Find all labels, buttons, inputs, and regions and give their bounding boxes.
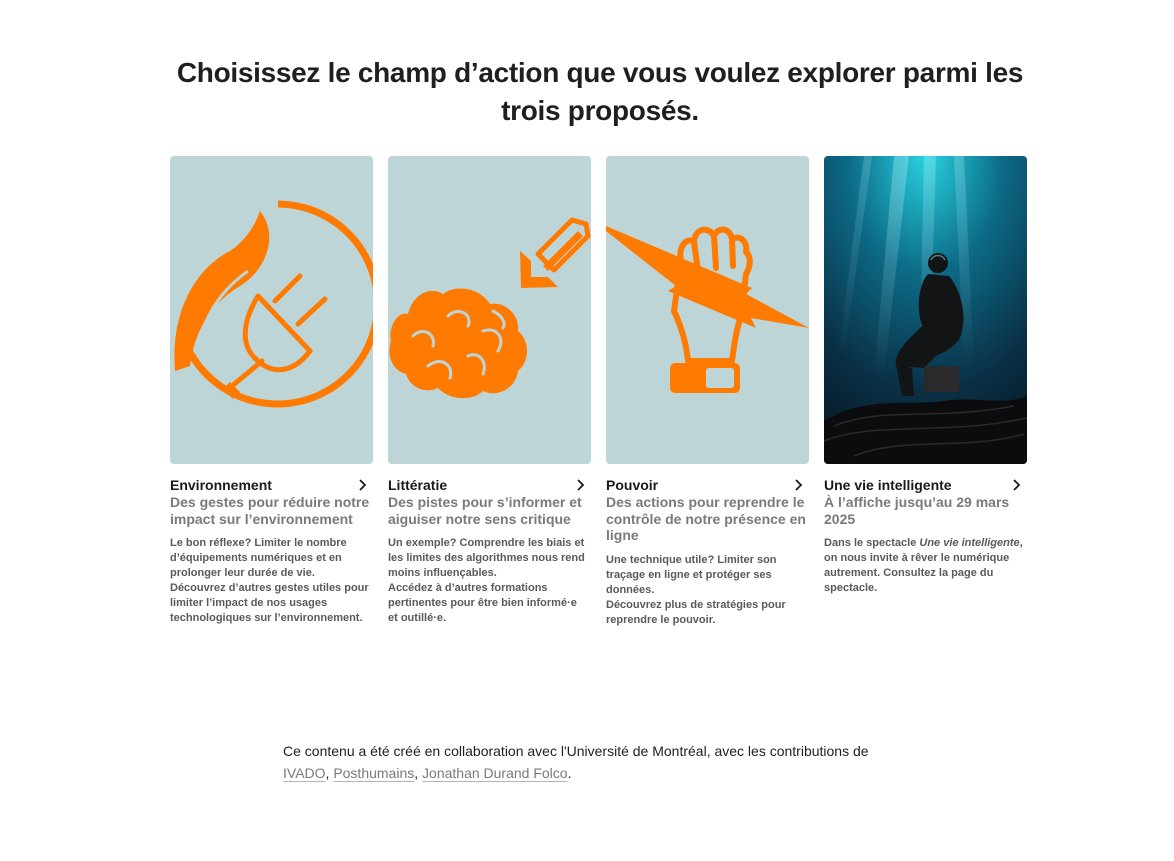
plug-leaf-icon xyxy=(170,156,373,464)
chevron-right-icon xyxy=(1012,478,1022,492)
card-litteratie[interactable] xyxy=(388,156,592,626)
card-subtitle: À l’affiche jusqu’au 29 mars 2025 xyxy=(824,494,1010,527)
credits-end: . xyxy=(567,765,572,781)
card-environnement[interactable] xyxy=(170,156,374,626)
card-link-environnement[interactable] xyxy=(170,477,374,527)
card-description xyxy=(824,536,1028,596)
chevron-right-icon xyxy=(358,478,368,492)
credit-link-jonathan-durand-folco[interactable]: Jonathan Durand Folco xyxy=(422,765,568,781)
card-text-post: , on nous invite à rêver le numérique autrement. Consultez la page du spectacle. xyxy=(824,537,1023,594)
card-link-pouvoir[interactable] xyxy=(606,477,810,544)
card-image-environnement[interactable] xyxy=(170,156,373,464)
card-text: Découvrez plus de stratégies pour reprendre le pouvoir. xyxy=(606,598,786,626)
page-heading: Choisissez le champ d’action que vous voulez explorer parmi les trois proposés. xyxy=(176,57,1024,126)
card-image-pouvoir[interactable] xyxy=(606,156,809,464)
credits xyxy=(283,740,923,784)
spectacle-title: Une vie intelligente xyxy=(919,537,1020,549)
credits-separator: , xyxy=(325,765,334,781)
card-pouvoir[interactable] xyxy=(606,156,810,628)
chevron-right-icon xyxy=(576,478,586,492)
action-cards xyxy=(170,156,1030,636)
brain-arrow-icon xyxy=(388,156,591,464)
chevron-right-icon xyxy=(794,478,804,492)
card-text: Découvrez d’autres gestes utiles pour limiter l’impact de nos usages technologiques sur l’environnement. xyxy=(170,582,369,624)
card-subtitle: Des gestes pour réduire notre impact sur l’environnement xyxy=(170,494,370,527)
underwater-performer-photo xyxy=(824,156,1027,464)
card-text: Une technique utile? Limiter son traçage en ligne et protéger ses données. xyxy=(606,553,777,596)
card-text: Le bon réflexe? Limiter le nombre d’équipements numériques et en prolonger leur durée de vie. xyxy=(170,537,347,579)
card-text-pre: Dans le spectacle xyxy=(824,537,920,549)
card-text xyxy=(824,536,1024,596)
credit-link-posthumains[interactable]: Posthumains xyxy=(333,765,415,781)
card-description xyxy=(606,553,810,628)
card-link-spectacle[interactable] xyxy=(824,477,1028,527)
card-description xyxy=(170,536,374,626)
card-subtitle: Des actions pour reprendre le contrôle de notre présence en ligne xyxy=(606,494,806,543)
card-title: Une vie intelligente xyxy=(824,477,952,493)
card-title: Environnement xyxy=(170,477,272,493)
credits-separator: , xyxy=(414,765,423,781)
card-image-litteratie[interactable] xyxy=(388,156,591,464)
credit-link-ivado[interactable]: IVADO xyxy=(283,765,326,781)
credits-text: Ce contenu a été créé en collaboration avec l'Université de Montréal, avec les contributions de xyxy=(283,743,869,759)
card-title: Pouvoir xyxy=(606,477,659,493)
card-title: Littératie xyxy=(388,477,448,493)
card-subtitle: Des pistes pour s’informer et aiguiser notre sens critique xyxy=(388,494,582,527)
fist-lightning-icon xyxy=(606,156,809,464)
card-link-litteratie[interactable] xyxy=(388,477,592,527)
card-text: Un exemple? Comprendre les biais et les limites des algorithmes nous rend moins influençables. xyxy=(388,537,585,579)
card-une-vie-intelligente[interactable] xyxy=(824,156,1028,596)
card-description xyxy=(388,536,592,626)
card-image-spectacle[interactable] xyxy=(824,156,1027,464)
card-text: Accédez à d’autres formations pertinentes pour être bien informé·e et outillé·e. xyxy=(388,582,577,624)
